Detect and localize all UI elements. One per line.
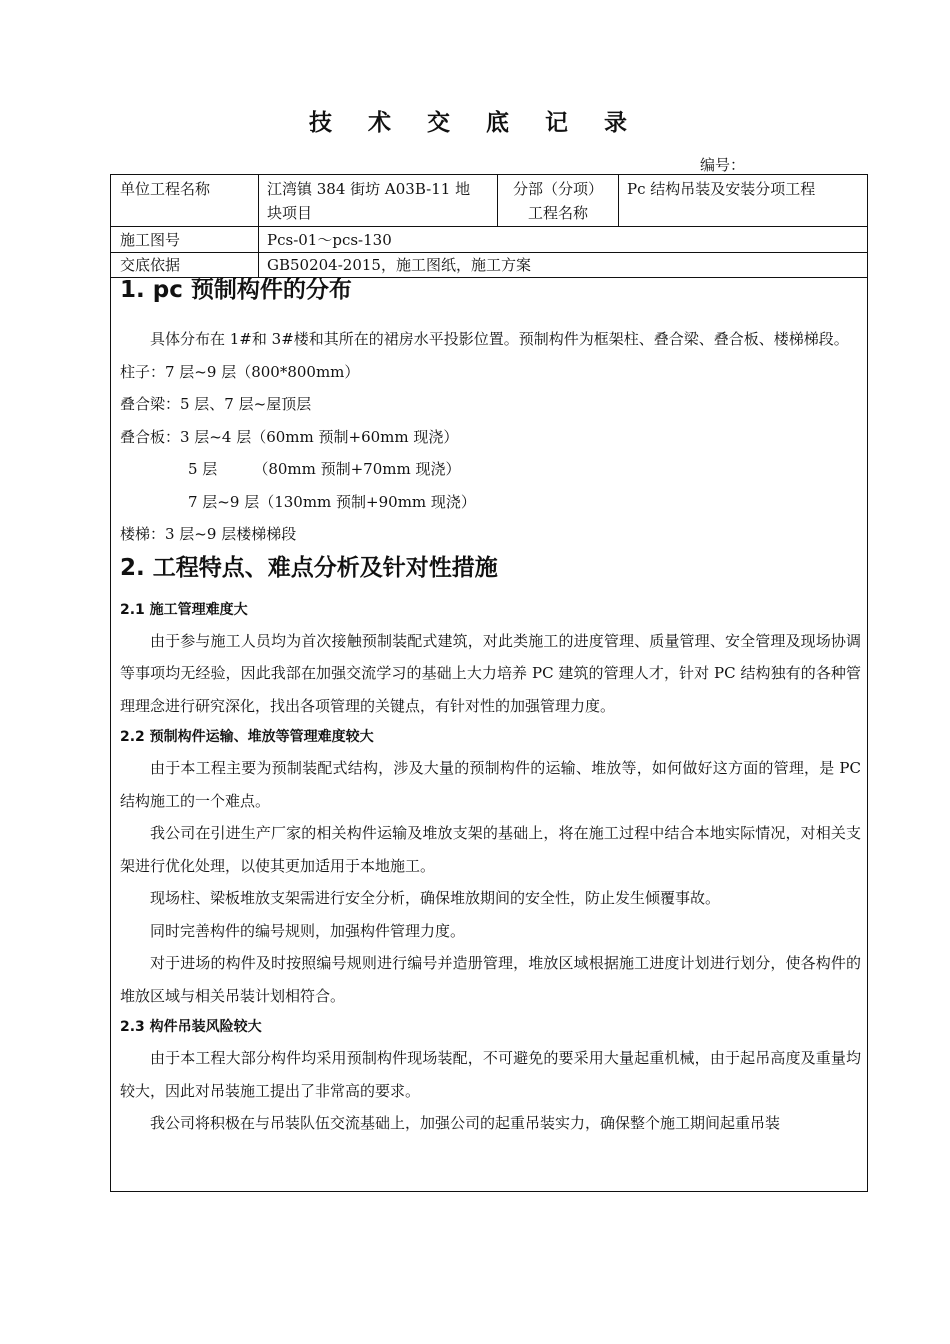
section2-1-heading: 2.1 施工管理难度大 [120, 601, 248, 618]
drawing-label: 施工图号 [120, 231, 181, 249]
section2-3-paragraph-2: 我公司将积极在与吊装队伍交流基础上，加强公司的起重吊装实力，确保整个施工期间起重吊装 [150, 1114, 781, 1132]
section1-heading: 1. pc 预制构件的分布 [120, 277, 352, 303]
sub-project-label-line2: 工程名称 [527, 204, 588, 222]
table-column-divider [258, 175, 259, 277]
slabs-spec-1: 叠合板：3 层~4 层（60mm 预制+60mm 现浇） [120, 427, 459, 446]
unit-project-value [267, 177, 493, 225]
stairs-spec: 楼梯：3 层~9 层楼梯梯段 [120, 525, 297, 543]
section2-2-paragraph-2: 我公司在引进生产厂家的相关构件运输及堆放支架的基础上，将在施工过程中结合本地实际情况，对相关支架进行优化处理，以使其更加适用于本地施工。 [120, 824, 861, 875]
document-number-label: 编号： [700, 156, 746, 174]
basis-label: 交底依据 [120, 256, 181, 274]
section2-2-paragraph-4: 同时完善构件的编号规则，加强构件管理力度。 [150, 921, 466, 940]
section2-2-paragraph-3: 现场柱、梁板堆放支架需进行安全分析，确保堆放期间的安全性，防止发生倾覆事故。 [150, 889, 721, 907]
slabs-spec-2-floor: 5 层 [188, 460, 218, 478]
disclosure-content [120, 277, 861, 1140]
section1-intro: 具体分布在 1#和 3#楼和其所在的裙房水平投影位置。预制构件为框架柱、叠合梁、叠合板、楼梯梯段。 [150, 330, 849, 348]
sub-project-value: Pc 结构吊装及安装分项工程 [627, 180, 816, 198]
beams-spec: 叠合梁：5 层、7 层~屋顶层 [120, 395, 312, 413]
table-column-divider [618, 175, 619, 226]
sub-project-label-line1: 分部（分项） [512, 180, 603, 198]
section2-2-paragraph-5: 对于进场的构件及时按照编号规则进行编号并造册管理，堆放区域根据施工进度计划进行划分，使各构件的堆放区域与相关吊装计划相符合。 [120, 954, 861, 1005]
columns-spec: 柱子：7 层~9 层（800*800mm） [120, 362, 360, 381]
section2-2-heading: 2.2 预制构件运输、堆放等管理难度较大 [120, 729, 374, 745]
sub-project-label [498, 177, 618, 225]
section2-3-paragraph-1: 由于本工程大部分构件均采用预制构件现场装配，不可避免的要采用大量起重机械，由于起吊高度及重量均较大，因此对吊装施工提出了非常高的要求。 [120, 1049, 861, 1100]
section2-2-paragraph-1: 由于本工程主要为预制装配式结构，涉及大量的预制构件的运输、堆放等，如何做好这方面的管理，是 PC 结构施工的一个难点。 [120, 759, 861, 810]
slabs-spec-2-detail: （80mm 预制+70mm 现浇） [253, 460, 461, 478]
unit-project-label: 单位工程名称 [120, 180, 211, 198]
document-title: 技 术 交 底 记 录 [308, 109, 642, 136]
unit-project-value-line2: 块项目 [267, 204, 313, 222]
unit-project-value-line1: 江湾镇 384 街坊 A03B-11 地 [267, 180, 471, 198]
section2-3-heading: 2.3 构件吊装风险较大 [120, 1019, 262, 1035]
slabs-spec-2 [120, 453, 861, 486]
slabs-spec-3: 7 层~9 层（130mm 预制+90mm 现浇） [188, 492, 476, 511]
basis-value: GB50204-2015，施工图纸，施工方案 [267, 256, 531, 274]
section2-1-paragraph: 由于参与施工人员均为首次接触预制装配式建筑，对此类施工的进度管理、质量管理、安全管理及现场协调等事项均无经验，因此我部在加强交流学习的基础上大力培养 PC 建筑的管理人才，针对 PC 结构独有的各种管理理念进行研究深化，找出各项管理的关键点，有针对性的加强管理力度。 [120, 631, 861, 715]
table-row-divider [111, 226, 867, 227]
record-form [110, 174, 868, 1192]
section2-heading: 2. 工程特点、难点分析及针对性措施 [120, 554, 498, 581]
drawing-value: Pcs-01～pcs-130 [267, 231, 392, 249]
